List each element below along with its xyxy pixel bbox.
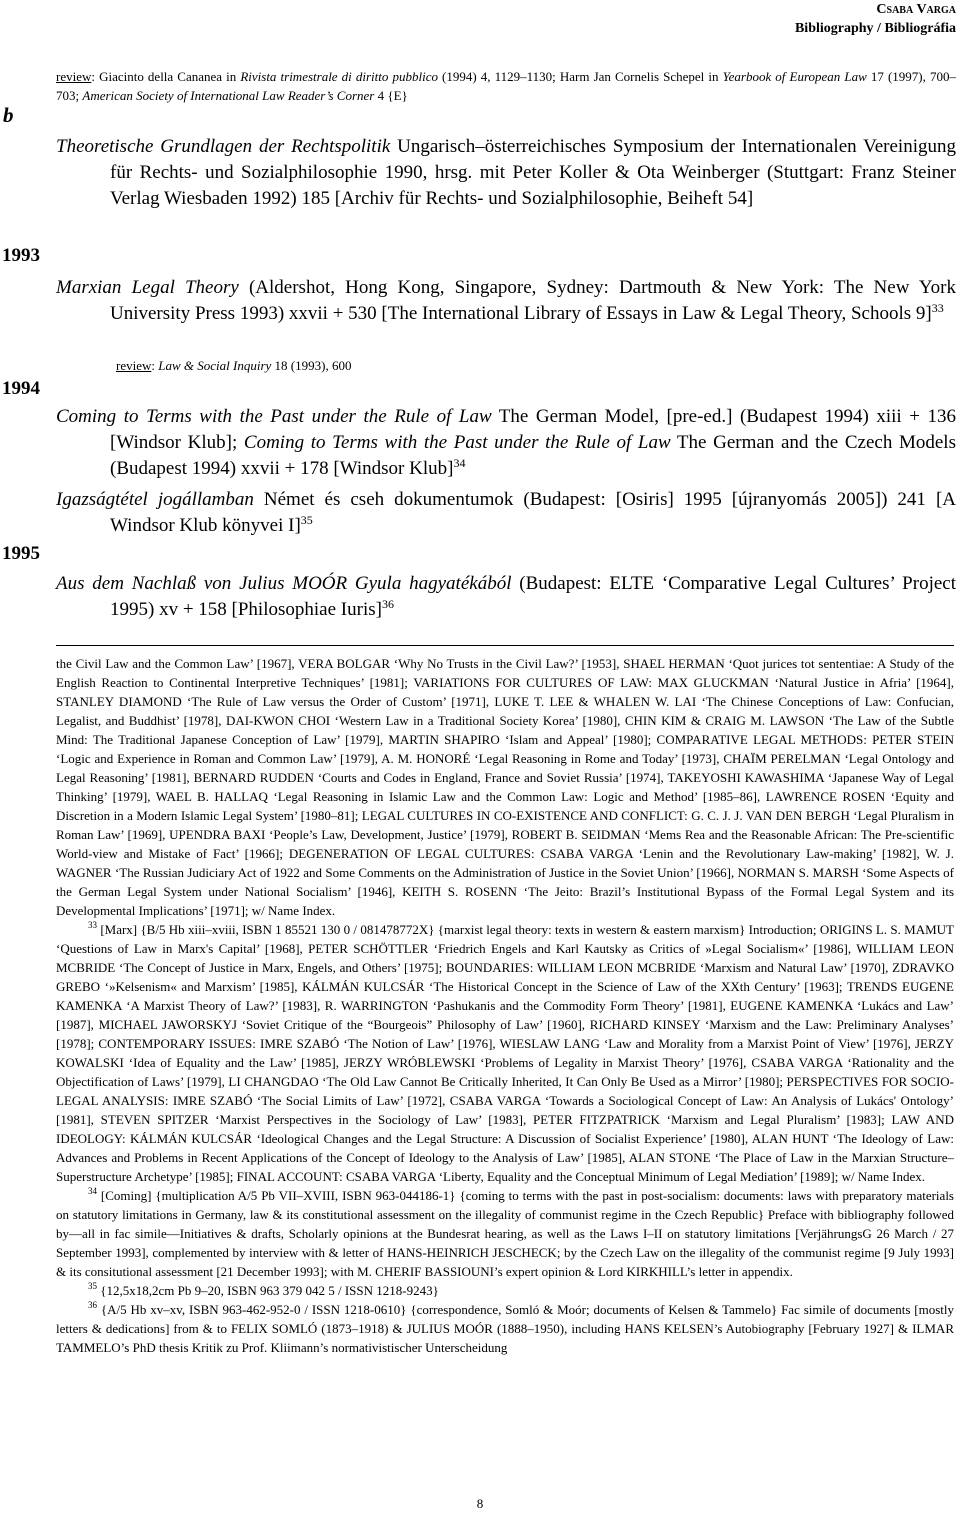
entry-title: Marxian Legal Theory	[56, 277, 239, 298]
review-text: : Giacinto della Cananea in	[91, 69, 241, 84]
entry-title: Igazságtétel jogállamban	[56, 489, 254, 510]
footnote-text: [Coming] {multiplication A/5 Pb VII–XVIII, ISBN 963-044186-1} {coming to terms with the past in post-socialism: documents: laws with preparatory materials on statutory limitations in Germany, law & its constitutional assessment on the illegality of communist regime in the Czech Republic} Preface with bibliography followed by—all in fac simile—Initiatives & drafts, Scholarly opinions at the Bundesrat hearing, as well as the Laws I–II on statutory limitations [VerjährungsG 26 March / 27 September 1993], complemented by interview with & letter of HANS-HEINRICH JESCHECK; by the Czech Law on the illegality of the communist regime [9 July 1993] & its consitutional assessment [21 December 1993]; with M. CHERIF BASSIOUNI’s expert opinion & Lord KIRKHILL’s letter in appendix.	[56, 1188, 954, 1279]
entry-title: Coming to Terms with the Past under the Rule of Law	[243, 432, 671, 453]
review-text: :	[151, 358, 159, 373]
footnote-text: {A/5 Hb xv–xv, ISBN 963-462-952-0 / ISSN 1218-0610} {correspondence, Somló & Moór; documents of Kelsen & Tammelo} Fac simile of documents [mostly letters & dedications] from & to FELIX SOMLÓ (1873–1918) & JULIUS MOÓR (1888–1950), including HANS KELSEN’s Autobiography [February 1927] & ILMAR TAMMELO’s PhD thesis Kritik zu Prof. Kliimann’s normativistischer Unterscheidung	[56, 1302, 954, 1355]
bibliography-entry	[56, 571, 956, 623]
entry-text: Német és cseh dokumentumok (Budapest: [Osiris] 1995 [újranyomás 2005]) 241 [A Windsor Klub könyvei I]	[110, 489, 956, 536]
bibliography-entry	[56, 275, 956, 327]
review-text: 17 (1997), 700–703;	[56, 69, 956, 103]
review-text: 18 (1993), 600	[271, 358, 352, 373]
margin-year-1994: 1994	[2, 378, 40, 399]
footnote-text: {12,5x18,2cm Pb 9–20, ISBN 963 379 042 5 / ISSN 1218-9243}	[97, 1283, 439, 1298]
bibliography-entry	[56, 487, 956, 539]
footnote-number: 35	[88, 1281, 97, 1291]
footnote-number: 33	[88, 920, 97, 930]
footnote-33	[56, 920, 954, 1186]
footnote-ref[interactable]: 33	[931, 301, 944, 315]
page-number: 8	[476, 1496, 484, 1511]
entry-title: Aus dem Nachlaß von Julius MOÓR Gyula hagyatékából	[56, 573, 512, 594]
footnote-36	[56, 1300, 954, 1357]
running-head-section: Bibliography / Bibliográfia	[794, 21, 956, 36]
footnotes	[56, 654, 954, 1357]
review-journal: Law & Social Inquiry	[158, 358, 272, 373]
review-label: review	[56, 69, 92, 84]
review-journal: American Society of International Law Reader’s Corner	[82, 88, 375, 103]
footnote-ref[interactable]: 34	[453, 456, 466, 470]
margin-year-1995: 1995	[2, 543, 40, 564]
footnote-text: [Marx] {B/5 Hb xiii–xviii, ISBN 1 85521 130 0 / 081478772X} {marxist legal theory: texts in western & eastern marxism} Introduction; ORIGINS L. S. MAMUT ‘Questions of Law in Marx's Capital’ [1968], PETER SCHÖTTLER ‘Friedrich Engels and Karl Kautsky as Critics of »Legal Socialism«’ [1986], WILLIAM LEON MCBRIDE ‘The Concept of Justice in Marx, Engels, and Others’ [1975]; BOUNDARIES: WILLIAM LEON MCBRIDE ‘Marxism and Natural Law’ [1970], ZDRAVKO GREBO ‘»Kelsenism« and Marxism’ [1985], KÁLMÁN KULCSÁR ‘The Historical Concept in the Science of Law of the XXth Century’ [1963]; TRENDS EUGENE KAMENKA ‘A Marxist Theory of Law?’ [1983], R. WARRINGTON ‘Pashukanis and the Commodity Form Theory’ [1981], EUGENE KAMENKA ‘Lukács and Law’ [1987], MICHAEL JAWORSKYJ ‘Soviet Critique of the “Bourgeois” Philosophy of Law’ [1960], RICHARD KINSEY ‘Marxism and the Law: Preliminary Analyses’ [1978]; CONTEMPORARY ISSUES: IMRE SZABÓ ‘The Notion of Law’ [1976], WIESLAW LANG ‘Law and Morality from a Marxist Point of View’ [1976], JERZY KOWALSKI ‘Idea of Equality and the Law’ [1985], JERZY WRÓBLEWSKI ‘Problems of Legality in Marxist Theory’ [1976], CSABA VARGA ‘Rationality and the Objectification of Laws’ [1979], LI CHANGDAO ‘The Old Law Cannot Be Critically Inherited, It Can Only Be Used as a Mirror’ [1980]; PERSPECTIVES FOR SOCIO-LEGAL ANALYSIS: IMRE SZABÓ ‘The Social Limits of Law’ [1972], CSABA VARGA ‘Towards a Sociological Concept of Law: An Analysis of Lukács' Ontology’ [1981], STEVEN SPITZER ‘Marxist Perspectives in the Sociology of Law’ [1983], PETER FITZPATRICK ‘Marxism and Legal Pluralism’ [1983]; LAW AND IDEOLOGY: KÁLMÁN KULCSÁR ‘Ideological Changes and the Legal Structure: A Discussion of Socialist Experience’ [1980], ALAN HUNT ‘The Ideology of Law: Advances and Problems in Recent Applications of the Concept of Ideology to the Analysis of Law’ [1985], ALAN STONE ‘The Place of Law in the Marxian Structure–Superstructure Archetype’ [1985]; FINAL ACCOUNT: CSABA VARGA ‘Liberty, Equality and the Conceptual Minimum of Legal Mediation’ [1989]; w/ Name Index.	[56, 922, 954, 1184]
entry-text: (Budapest: ELTE ‘Comparative Legal Cultures’ Project 1995) xv + 158 [Philosophiae Iuris]	[110, 573, 956, 620]
review-text: 4 {E}	[374, 88, 408, 103]
review-journal: Rivista trimestrale di diritto pubblico	[240, 69, 438, 84]
bibliography-entry	[56, 134, 956, 212]
footnote-continuation: the Civil Law and the Common Law’ [1967], VERA BOLGAR ‘Why No Trusts in the Civil Law?’ [1953], SHAEL HERMAN ‘Quot jurices tot sententiae: A Study of the English Reaction to Continental Interpretive Techniques’ [1981]; VARIATIONS FOR CULTURES OF LAW: MAX GLUCKMAN ‘Natural Justice in Afria’ [1964], STANLEY DIAMOND ‘The Rule of Law versus the Order of Custom’ [1971], LUKE T. LEE & WHALEN W. LAI ‘The Chinese Conceptions of Law: Confucian, Legalist, and Buddhist’ [1978], DAI-KWON CHOI ‘Western Law in a Traditional Society Korea’ [1980], CHIN KIM & CRAIG M. LAWSON ‘The Law of the Subtle Mind: The Traditional Japanese Conception of Law’ [1979], MARTIN SHAPIRO ‘Islam and Appeal’ [1980]; COMPARATIVE LEGAL METHODS: PETER STEIN ‘Logic and Experience in Roman and Common Law’ [1979], A. M. HONORÉ ‘Legal Reasoning in Rome and Today’ [1973], CHAÏM PERELMAN ‘Legal Ontology and Legal Reasoning’ [1981], BERNARD RUDDEN ‘Courts and Codes in England, France and Soviet Russia’ [1974], TAKEYOSHI KAWASHIMA ‘Japanese Way of Legal Thinking’ [1979], WAEL B. HALLAQ ‘Legal Reasoning in Islamic Law and the Common Law: Logic and Method’ [1985–86], LAWRENCE ROSEN ‘Equity and Discretion in a Modern Islamic Legal System’ [1980–81]; LEGAL CULTURES IN CO-EXISTENCE AND CONFLICT: G. C. J. J. VAN DEN BERGH ‘Legal Pluralism in Roman Law’ [1969], UPENDRA BAXI ‘People’s Law, Development, Justice’ [1979], ROBERT B. SEIDMAN ‘Mems Rea and the Reasonable African: The Pre-scientific World-view and Mistake of Fact’ [1966]; DEGENERATION OF LEGAL CULTURES: CSABA VARGA ‘Lenin and the Revolutionary Law-making’ [1982], W. J. WAGNER ‘The Russian Judiciary Act of 1922 and Some Comments on the Administration of Justice in the Soviet Union’ [1966], NORMAN S. MARSH ‘Some Aspects of the German Legal System under National Socialism’ [1946], KEITH S. ROSENN ‘The Jeito: Brazil’s Institutional Bypass of the Formal Legal System and its Developmental Implications’ [1971]; w/ Name Index.	[56, 656, 954, 918]
entry-text: (Aldershot, Hong Kong, Singapore, Sydney: Dartmouth & New York: The New York University Press 1993) xxvii + 530 [The International Library of Essays in Law & Legal Theory, Schools 9]	[110, 277, 956, 324]
running-head-author: Csaba Varga	[876, 2, 956, 17]
footnote-separator	[56, 645, 954, 646]
footnote-35	[56, 1281, 954, 1300]
entry-text: Ungarisch–österreichisches Symposium der Internationalen Vereinigung für Rechts- und Sozialphilosophie 1990, hrsg. mit Peter Koller & Ota Weinberger (Stuttgart: Franz Steiner Verlag Wiesbaden 1992) 185 [Archiv für Rechts- und Sozialphilosophie, Beiheft 54]	[110, 136, 956, 209]
review-text: (1994) 4, 1129–1130; Harm Jan Cornelis Schepel in	[437, 69, 723, 84]
review-line-top	[56, 67, 956, 105]
running-head	[795, 0, 956, 38]
review-journal: Yearbook of European Law	[722, 69, 867, 84]
footnote-34	[56, 1186, 954, 1281]
margin-year-1993: 1993	[2, 245, 40, 266]
bibliography-entry	[56, 404, 956, 482]
entry-title: Coming to Terms with the Past under the Rule of Law	[56, 406, 492, 427]
review-label: review	[116, 358, 152, 373]
footnote-ref[interactable]: 36	[381, 597, 394, 611]
entry-text: The German Model, [pre-ed.] (Budapest 1994) xiii + 136 [Windsor Klub];	[110, 406, 956, 453]
footnote-ref[interactable]: 35	[300, 513, 313, 527]
entry-title: Theoretische Grundlagen der Rechtspolitik	[56, 136, 391, 157]
footnote-number: 36	[88, 1300, 97, 1310]
footnote-number: 34	[88, 1186, 97, 1196]
entry-text: The German and the Czech Models (Budapest 1994) xxvii + 178 [Windsor Klub]	[110, 432, 956, 479]
review-line-marxian	[116, 356, 436, 375]
margin-letter-b: b	[3, 103, 14, 127]
